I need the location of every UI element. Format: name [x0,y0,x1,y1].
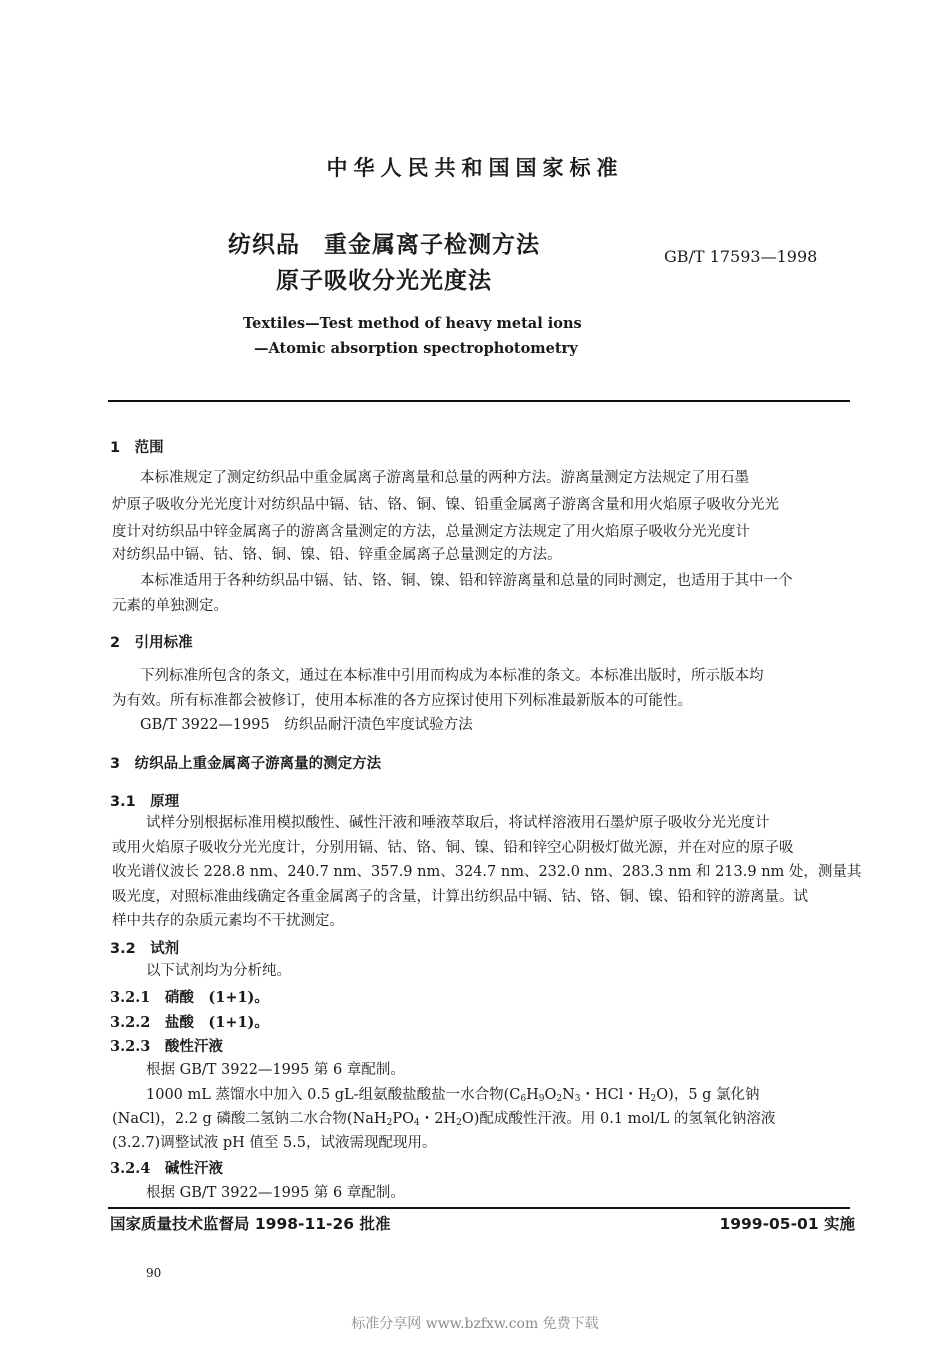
formula-line [146,1082,760,1109]
paragraph-line: 对纺织品中镉、钴、铬、铜、镍、铅、锌重金属离子总量测定的方法。 [112,547,562,563]
paragraph-line: 吸光度，对照标准曲线确定各重金属离子的含量，计算出纺织品中镉、钴、铬、铜、镍、铅和锌的游离量。试 [112,889,808,905]
title-english-line2: —Atomic absorption spectrophotometry [254,340,578,357]
text-run: ・2H [419,1111,457,1127]
subscript: 6 [520,1094,527,1104]
paragraph-line: 样中共存的杂质元素均不干扰测定。 [112,913,344,929]
subscript: 4 [413,1118,420,1128]
paragraph-line: 度计对纺织品中锌金属离子的游离含量测定的方法，总量测定方法规定了用火焰原子吸收分光光度计 [112,524,750,540]
title-chinese-line2: 原子吸收分光光度法 [276,268,492,294]
section-2-heading: 2 引用标准 [110,635,193,651]
reagent-item: 3.2.1 硝酸 (1+1)。 [110,989,269,1006]
national-standard-label: 中华人民共和国国家标准 [326,156,624,180]
reagent-item-heading: 3.2.4 碱性汗液 [110,1160,223,1177]
paragraph-line: 收光谱仪波长 228.8 nm、240.7 nm、357.9 nm、324.7 nm、232.0 nm、283.3 nm 和 213.9 nm 处，测量其 [112,864,862,880]
formula-line [112,1106,775,1133]
section-3-heading: 3 纺织品上重金属离子游离量的测定方法 [110,756,382,772]
footer-divider [108,1207,850,1209]
paragraph-line: 为有效。所有标准都会被修订，使用本标准的各方应探讨使用下列标准最新版本的可能性。 [112,693,692,709]
paragraph-line: 试样分别根据标准用模拟酸性、碱性汗液和唾液萃取后，将试样溶液用石墨炉原子吸收分光光度计 [146,815,770,831]
title-chinese-line1: 纺织品 重金属离子检测方法 [228,232,540,258]
section-1-heading: 1 范围 [110,440,164,456]
subscript: 9 [538,1094,545,1104]
header-divider [108,400,850,402]
paragraph-line: 下列标准所包含的条文，通过在本标准中引用而构成为本标准的条文。本标准出版时，所示版本均 [140,668,764,684]
reagent-item-heading: 3.2.3 酸性汗液 [110,1038,223,1055]
subscript: 2 [386,1118,393,1128]
text-run: O [544,1087,557,1103]
standard-number: GB/T 17593—1998 [664,247,818,266]
text-run: O)，5 g 氯化钠 [656,1087,760,1103]
paragraph-line: 元素的单独测定。 [112,598,228,614]
paragraph-line: 根据 GB/T 3922—1995 第 6 章配制。 [146,1185,405,1201]
text-run: N [562,1087,575,1103]
normative-reference: GB/T 3922—1995 纺织品耐汗渍色牢度试验方法 [140,717,473,733]
text-run: H [526,1087,539,1103]
subscript: 2 [456,1118,462,1128]
paragraph-line: 根据 GB/T 3922—1995 第 6 章配制。 [146,1062,405,1078]
text-run: (NaCl)，2.2 g 磷酸二氢钠二水合物(NaH [112,1111,387,1127]
paragraph-line: (3.2.7)调整试液 pH 值至 5.5，试液需现配现用。 [112,1135,437,1151]
text-run: O)配成酸性汗液。用 0.1 mol/L 的氢氧化钠溶液 [461,1111,776,1127]
subscript: 2 [650,1094,657,1104]
text-run: ・HCl・H [580,1087,651,1103]
implementation-date: 1999-05-01 实施 [719,1215,855,1233]
text-run: 1000 mL 蒸馏水中加入 0.5 gL-组氨酸盐酸盐一水合物(C [146,1087,521,1103]
subscript: 2 [556,1094,563,1104]
paragraph-line: 本标准规定了测定纺织品中重金属离子游离量和总量的两种方法。游离量测定方法规定了用石墨 [140,470,749,486]
page-number: 90 [146,1266,162,1280]
paragraph-line: 本标准适用于各种纺织品中镉、钴、铬、铜、镍、铅和锌游离量和总量的同时测定，也适用于其中一个 [140,573,793,589]
paragraph-line: 以下试剂均为分析纯。 [146,963,291,979]
paragraph-line: 炉原子吸收分光光度计对纺织品中镉、钴、铬、铜、镍、铅重金属离子游离含量和用火焰原子吸收分光光 [112,497,779,513]
section-3-1-heading: 3.1 原理 [110,794,180,810]
section-3-2-heading: 3.2 试剂 [110,941,180,957]
subscript: 3 [574,1094,581,1104]
approval-date: 国家质量技术监督局 1998-11-26 批准 [110,1215,391,1233]
paragraph-line: 或用火焰原子吸收分光光度计，分别用镉、钴、铬、铜、镍、铅和锌空心阴极灯做光源，并在对应的原子吸 [112,840,794,856]
watermark: 标准分享网 www.bzfxw.com 免费下载 [351,1316,599,1332]
text-run: PO [392,1111,414,1127]
title-english-line1: Textiles—Test method of heavy metal ions [243,315,582,332]
reagent-item: 3.2.2 盐酸 (1+1)。 [110,1014,269,1031]
